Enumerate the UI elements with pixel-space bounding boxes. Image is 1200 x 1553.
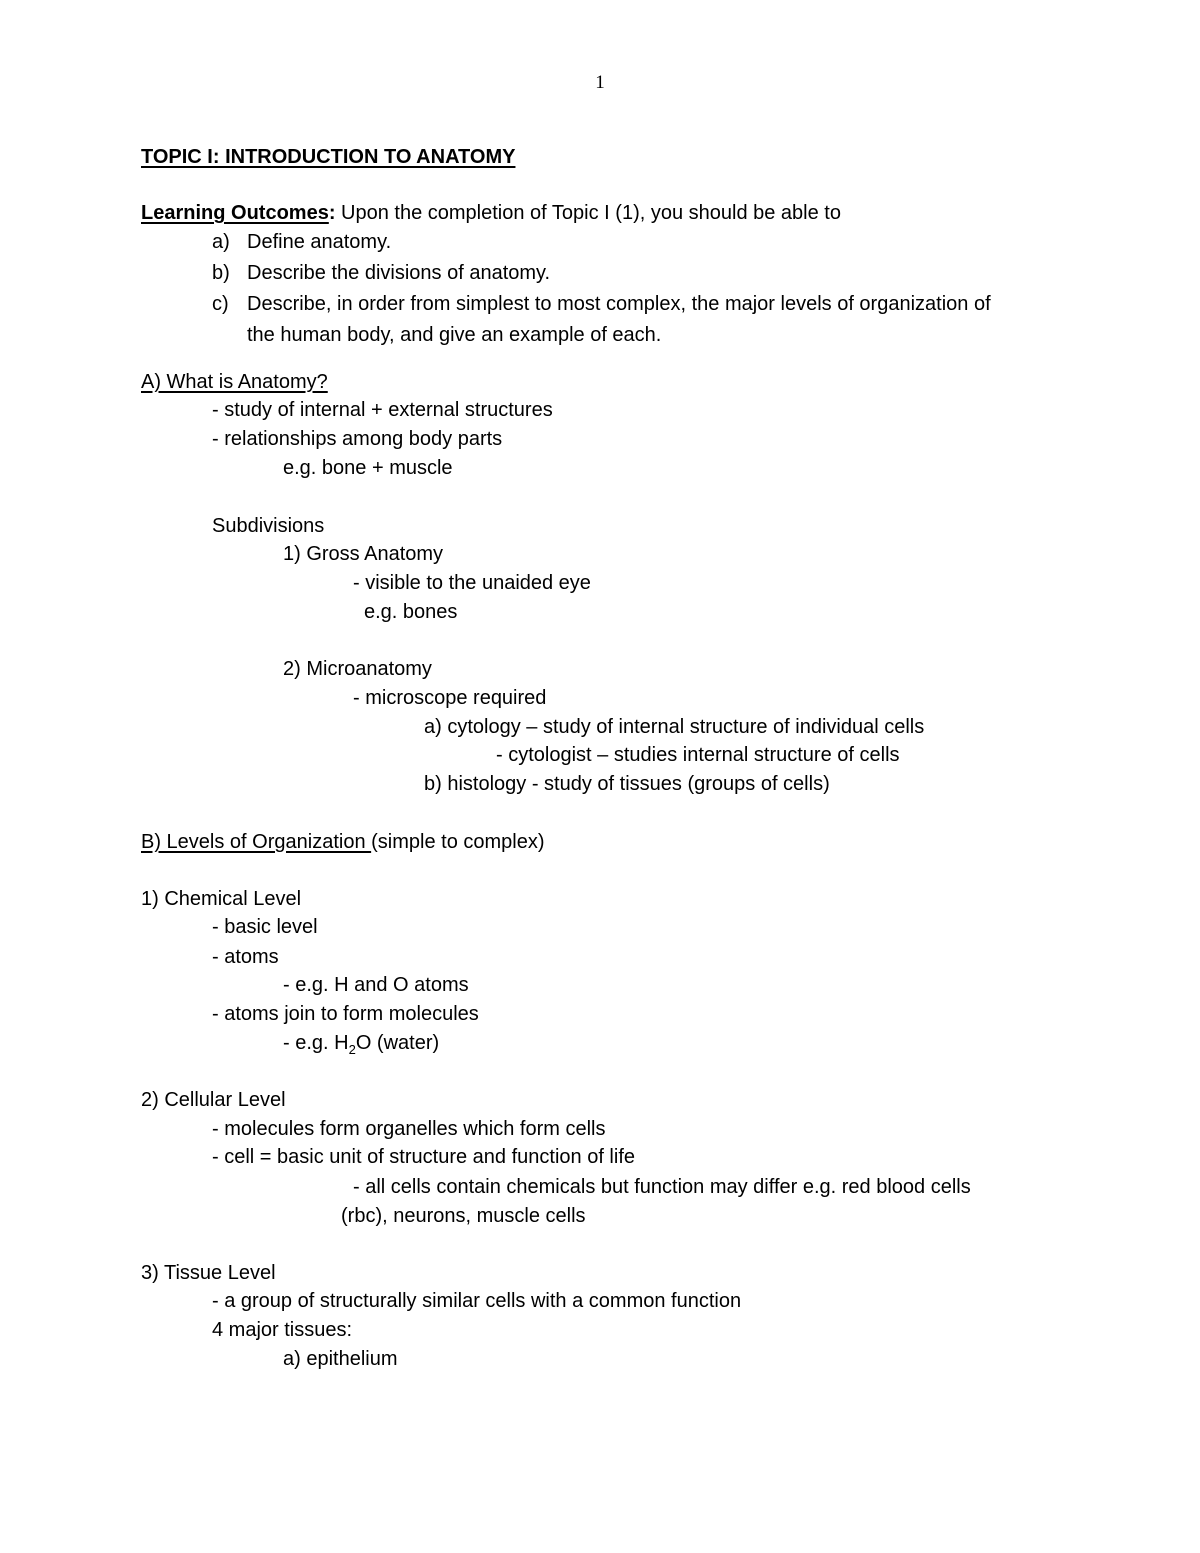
cellular-level-line: - molecules form organelles which form cells xyxy=(212,1118,606,1140)
outcome-item-a xyxy=(212,230,391,254)
chemical-level-line: - atoms xyxy=(212,946,279,968)
section-b-heading xyxy=(141,830,545,854)
water-suffix: O (water) xyxy=(355,1032,440,1054)
section-b-heading-text: B) Levels of Organization xyxy=(141,831,372,853)
learning-outcomes-label: Learning Outcomes xyxy=(141,202,329,224)
cellular-level-title: 2) Cellular Level xyxy=(141,1089,286,1111)
chemical-level-line: - e.g. H and O atoms xyxy=(283,974,469,996)
section-a-example: e.g. bone + muscle xyxy=(283,457,453,479)
outcome-item-c-continued: the human body, and give an example of each. xyxy=(247,324,662,346)
outcome-label: a) xyxy=(212,231,230,253)
learning-outcomes-text: Upon the completion of Topic I (1), you should be able to xyxy=(335,202,841,224)
section-b-heading-suffix: (simple to complex) xyxy=(371,831,545,853)
outcome-text: Define anatomy. xyxy=(247,231,392,253)
chemical-level-title: 1) Chemical Level xyxy=(141,888,302,910)
chemical-level-line: - basic level xyxy=(212,916,318,938)
outcome-text: Describe the divisions of anatomy. xyxy=(247,262,551,284)
tissue-level-line: - a group of structurally similar cells with a common function xyxy=(212,1290,742,1312)
tissue-level-line: a) epithelium xyxy=(283,1348,398,1370)
learning-outcomes-intro xyxy=(141,201,841,225)
water-subscript: 2 xyxy=(348,1042,356,1057)
outcome-text: Describe, in order from simplest to most complex, the major levels of organization of xyxy=(247,293,991,315)
histology-line: b) histology - study of tissues (groups of cells) xyxy=(424,773,830,795)
learning-outcomes-colon: : xyxy=(328,202,336,224)
microanatomy-title: 2) Microanatomy xyxy=(283,658,432,680)
subdivisions-label: Subdivisions xyxy=(212,515,325,537)
gross-anatomy-desc: - visible to the unaided eye xyxy=(353,572,591,594)
page-number: 1 xyxy=(595,72,605,93)
outcome-label: b) xyxy=(212,262,230,284)
microanatomy-desc: - microscope required xyxy=(353,687,547,709)
gross-anatomy-title: 1) Gross Anatomy xyxy=(283,543,444,565)
cellular-level-line: (rbc), neurons, muscle cells xyxy=(341,1205,586,1227)
chemical-level-line: - atoms join to form molecules xyxy=(212,1003,479,1025)
section-a-line: - relationships among body parts xyxy=(212,428,503,450)
page-title: TOPIC I: INTRODUCTION TO ANATOMY xyxy=(141,146,516,168)
cellular-level-line: - all cells contain chemicals but function may differ e.g. red blood cells xyxy=(353,1176,971,1198)
tissue-level-line: 4 major tissues: xyxy=(212,1319,353,1341)
section-a-line: - study of internal + external structures xyxy=(212,399,553,421)
gross-anatomy-example: e.g. bones xyxy=(364,601,458,623)
section-a-heading: A) What is Anatomy? xyxy=(141,371,328,393)
cytologist-line: - cytologist – studies internal structure of cells xyxy=(496,744,900,766)
cellular-level-line: - cell = basic unit of structure and function of life xyxy=(212,1146,635,1168)
outcome-item-b xyxy=(212,261,550,285)
outcome-item-c xyxy=(212,292,991,316)
outcome-label: c) xyxy=(212,293,229,315)
water-prefix: - e.g. H xyxy=(283,1032,349,1054)
cytology-line: a) cytology – study of internal structure of individual cells xyxy=(424,716,925,738)
water-example xyxy=(283,1031,439,1062)
tissue-level-title: 3) Tissue Level xyxy=(141,1262,276,1284)
